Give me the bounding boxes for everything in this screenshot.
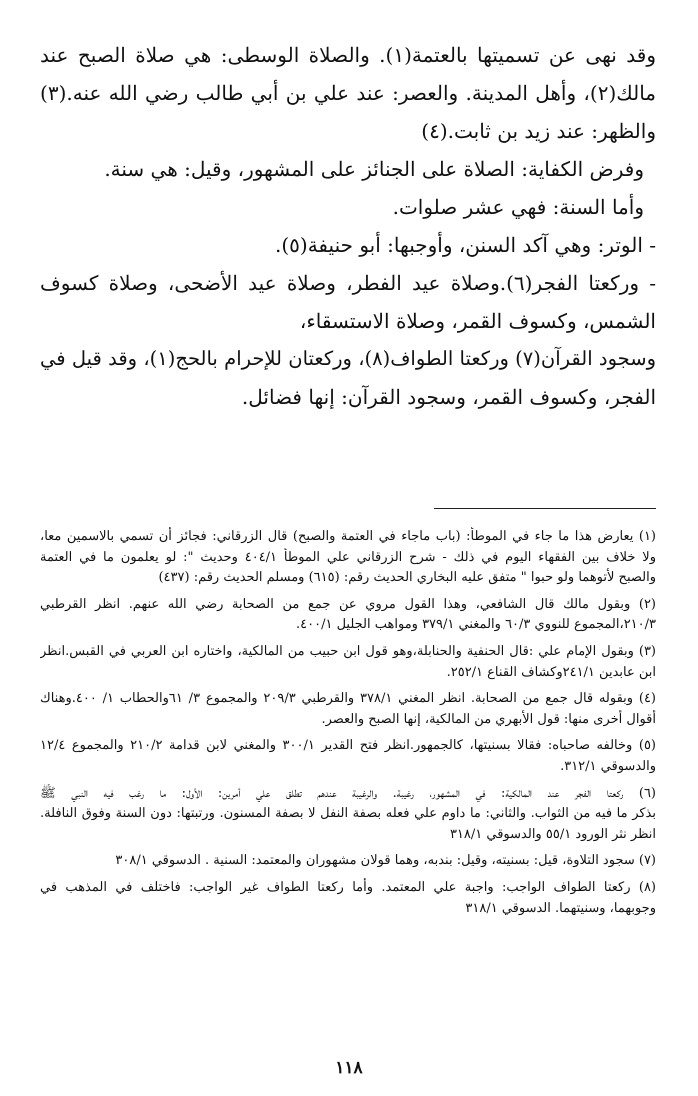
footnote-line: (٧) سجود التلاوة، قيل: بسنيته، وقيل: بندبه، وهما قولان مشهوران والمعتمد: السنية . الدسوقي ٣٠٨/١	[115, 853, 656, 869]
footnote-3	[40, 642, 656, 683]
main-line: وفرض الكفاية: الصلاة على الجنائز على المشهور، وقيل: هي سنة.	[104, 157, 644, 181]
footnote-6	[40, 784, 656, 846]
footnote-line: ٢١٠/٣،المجموع للنووي ٦٠/٣ والمغني ٣٧٩/١ ومواهب الجليل ٤٠٠/١.	[296, 617, 656, 633]
footnote-separator	[434, 508, 656, 509]
footnote-1	[40, 527, 656, 589]
main-line: الفجر، وكسوف القمر، وسجود القرآن: إنها فضائل.	[241, 385, 656, 409]
footnote-line: (١) يعارض هذا ما جاء في الموطأ: (باب ماجاء في العتمة والصبح) قال الزرقاني: فجائز أن تسمي بالاسمين معا،	[40, 529, 656, 544]
main-line: - وركعتا الفجر(٦).وصلاة عيد الفطر، وصلاة عيد الأضحى، وصلاة كسوف	[40, 271, 656, 295]
footnote-line: أقوال أخرى منها: قول الأبهري من المالكية، إنها الصبح والعصر.	[321, 711, 656, 727]
main-line: وقد نهى عن تسميتها بالعتمة(١). والصلاة الوسطى: هي صلاة الصبح عند	[40, 43, 656, 67]
footnote-line: والدسوقي ٣١٢/١.	[560, 758, 656, 774]
main-line: مالك(٢)، وأهل المدينة. والعصر: عند علي بن أبي طالب رضي الله عنه.(٣)	[40, 81, 656, 105]
main-line: - الوتر: وهي آكد السنن، وأوجبها: أبو حنيفة(٥).	[274, 233, 656, 257]
footnote-2	[40, 595, 656, 636]
footnote-8	[40, 878, 656, 919]
footnote-line: (٤) وبقوله قال جمع من الصحابة. انظر المغني ٣٧٨/١ والقرطبي ٢٠٩/٣ والمجموع ٣/ ٦١والحطاب ١/ ٤٠٠.وهناك	[40, 691, 656, 707]
footnotes	[40, 527, 656, 919]
page-number: ١١٨	[335, 1058, 363, 1078]
main-line: وسجود القرآن(٧) وركعتا الطواف(٨)، وركعتان للإحرام بالحج(١)، وقد قيل في	[40, 347, 656, 370]
footnote-line: ابن عابدين ٢٤١/١وكشاف القناع ٢٥٢/١.	[446, 664, 656, 680]
footnote-line: انظر نثر الورود ٥٥/١ والدسوقي ٣١٨/١	[449, 826, 656, 842]
footnote-line: وجوبهما، وسنيتهما. الدسوقي ٣١٨/١	[465, 900, 656, 916]
footnote-line: (٨) ركعتا الطواف الواجب: واجبة علي المعتمد. وأما ركعتا الطواف غير الواجب: فاختلف في المذهب في	[40, 879, 656, 895]
footnote-line: ولا خلاف بين الفقهاء اليوم في ذلك - شرح الزرقاني علي الموطأ ٤٠٤/١ وحديث ": لو يعلمون ما في العتمة	[40, 549, 656, 565]
main-line: والظهر: عند زيد بن ثابت.(٤)	[421, 119, 656, 143]
footnote-5	[40, 736, 656, 777]
footnote-line: والصبح لأتوهما ولو حبوا " متفق عليه البخاري الحديث رقم: (٦١٥) ومسلم الحديث رقم: (٤٣٧)	[158, 570, 656, 586]
footnote-7	[40, 851, 656, 872]
main-line: الشمس، وكسوف القمر، وصلاة الاستسقاء،	[299, 309, 656, 333]
footnote-line: (٦) ركعتا الفجر عند المالكية: في المشهور، رغيبة. والرغيبة عندهم تطلق علي أمرين: الأول: ما رغب فيه النبي ﷺ	[40, 785, 656, 801]
footnote-line: (٥) وخالفه صاحباه: فقالا بسنيتها، كالجمهور.انظر فتح القدير ٣٠٠/١ والمغني لابن قدامة ٢١٠/٢ والمجموع ١٢/٤	[40, 738, 656, 754]
footnote-4	[40, 689, 656, 730]
main-text	[40, 36, 656, 416]
main-line: وأما السنة: فهي عشر صلوات.	[392, 195, 644, 219]
footnote-line: (٣) وبقول الإمام علي :قال الحنفية والحنابلة،وهو قول ابن حبيب من المالكية، واختاره ابن العربي في القبس.انظر	[40, 643, 656, 659]
footnote-line: (٢) وبقول مالك قال الشافعي، وهذا القول مروي عن جمع من الصحابة رضي الله عنهم. انظر القرطبي	[40, 596, 656, 612]
footnote-line: بذكر ما فيه من الثواب. والثاني: ما داوم علي فعله بصفة النفل لا بصفة المسنون. ورتبتها: دون السنة وفوق النافلة.	[40, 806, 656, 822]
